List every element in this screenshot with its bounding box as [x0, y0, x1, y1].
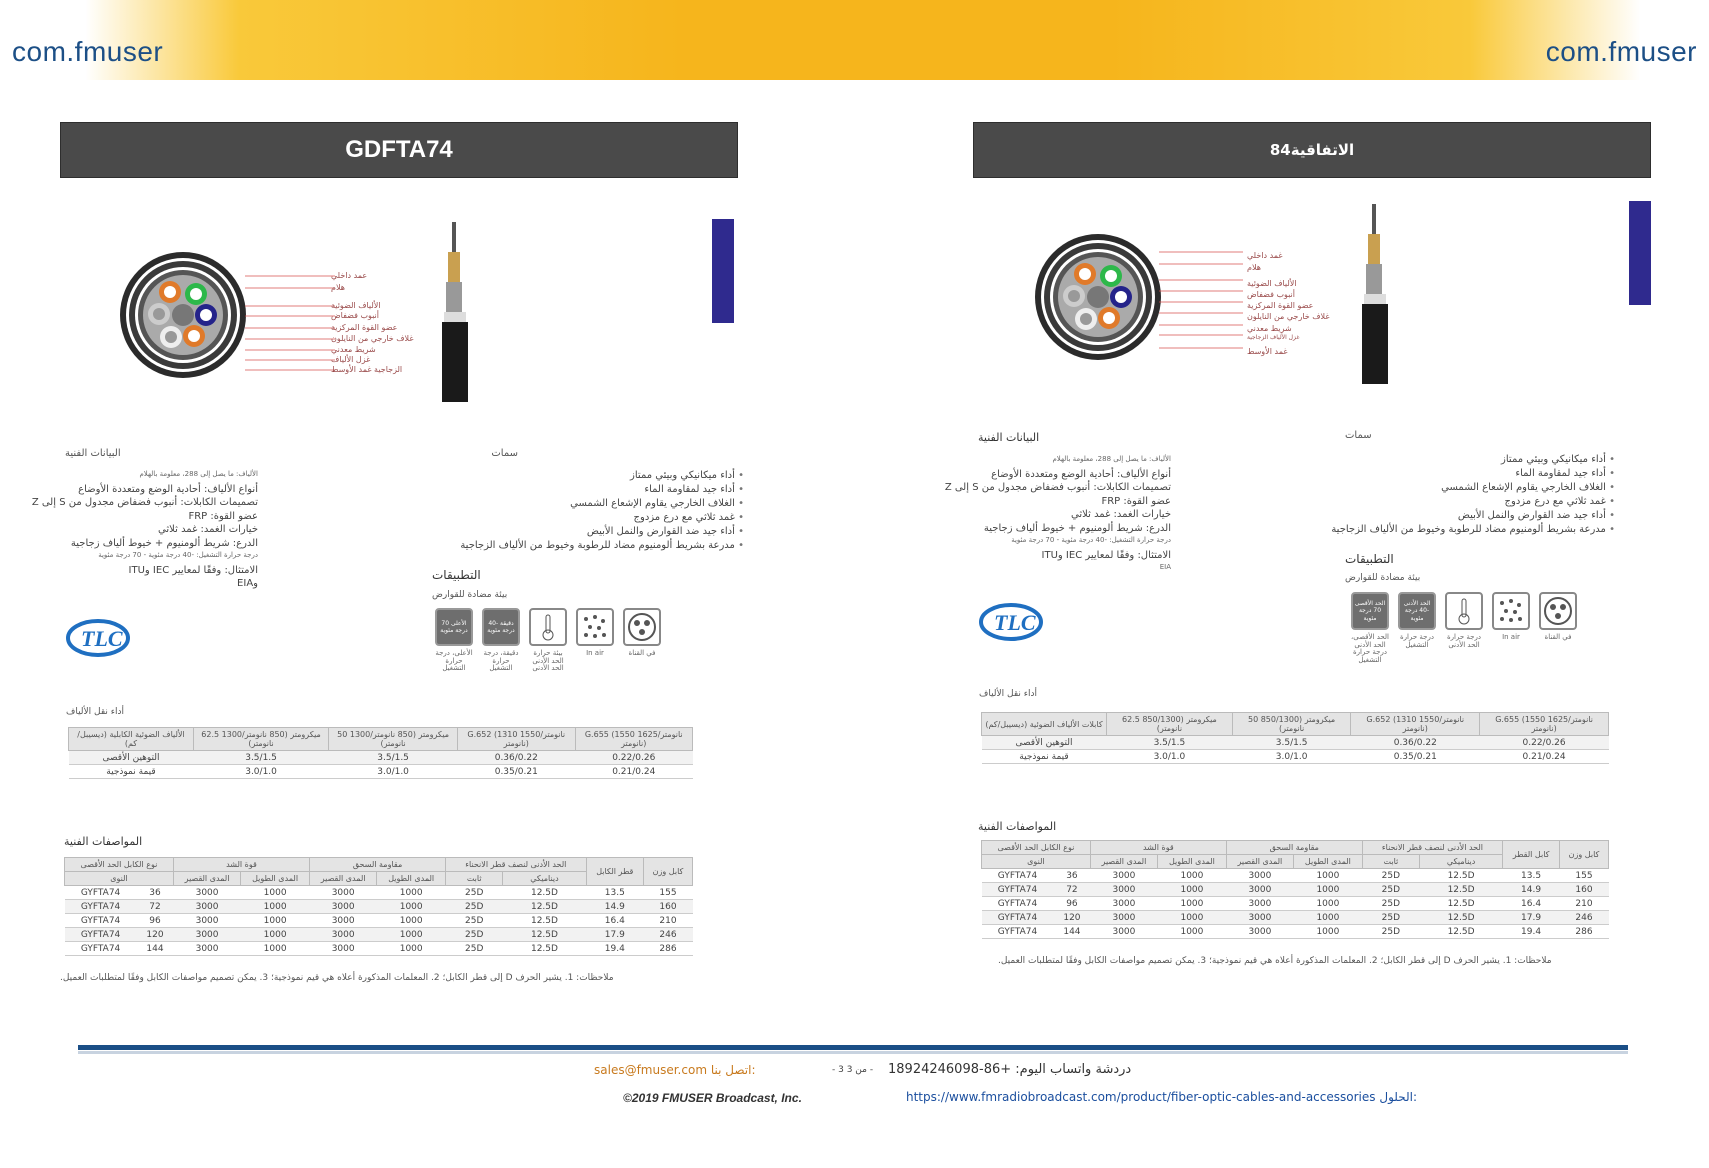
- email-link[interactable]: sales@fmuser.com: [594, 1063, 708, 1077]
- footer-contact: [594, 1063, 756, 1077]
- table-header: المدى الطويل: [241, 872, 310, 886]
- table-header: 62.5 ميكرومتر (850 نانومتر/1300 نانومتر): [194, 728, 329, 751]
- table-cell: 1000: [241, 886, 310, 900]
- table-cell: 1000: [241, 942, 310, 956]
- table-cell: 0.36/0.22: [458, 751, 575, 765]
- icon-label: In air: [1502, 633, 1520, 641]
- table-header: ديناميكي: [503, 872, 586, 886]
- feature-item: • أداء جيد لمقاومة الماء: [1345, 468, 1615, 482]
- table-cell: 0.35/0.21: [1351, 750, 1480, 764]
- table-cell: 14.9: [586, 900, 643, 914]
- table-header: G.655 (1550 نانومتر/1625 نانومتر): [1480, 713, 1609, 736]
- table-cell: GYFTA74: [65, 928, 137, 942]
- table-cell: 3.0/1.0: [1107, 750, 1233, 764]
- table-row: [982, 869, 1609, 883]
- table-cell: 19.4: [586, 942, 643, 956]
- features-heading: سمات: [491, 448, 518, 459]
- table-header: G.655 (1550 نانومتر/1625 نانومتر): [575, 728, 692, 751]
- features-heading: سمات: [1345, 430, 1372, 441]
- tech-item: EIA: [1159, 563, 1171, 571]
- table-cell: 0.36/0.22: [1351, 736, 1480, 750]
- callout: عضو القوة المركزية: [1247, 301, 1314, 310]
- table-cell: 1000: [1294, 869, 1363, 883]
- table-cell: 12.5D: [1419, 869, 1502, 883]
- table-cell: 12.5D: [503, 900, 586, 914]
- table-row: [982, 750, 1609, 764]
- table-cell: 120: [137, 928, 174, 942]
- tech-data-list: [31, 470, 258, 592]
- table-cell: 25D: [1362, 925, 1419, 939]
- callout: غلاف خارجي من النايلون: [331, 334, 414, 343]
- table-cell: 1000: [377, 886, 446, 900]
- table-cell: 12.5D: [1419, 925, 1502, 939]
- spec-table-body: [982, 869, 1609, 939]
- icon-label: الأعلى، درجة حرارة التشغيل: [435, 649, 473, 673]
- feature-item: • مدرعة بشريط ألومنيوم مضاد للرطوبة وخيوط من الألياف الزجاجية: [1345, 524, 1615, 538]
- applications-heading: التطبيقات: [432, 568, 481, 582]
- callout: عمد داخلي: [331, 271, 368, 280]
- table-cell: 1000: [1294, 911, 1363, 925]
- table-cell: 3.0/1.0: [329, 765, 458, 779]
- tech-item: الدرع: شريط ألومنيوم + خيوط ألياف زجاجية: [70, 537, 258, 549]
- callout: غمد داخلي: [1247, 251, 1283, 260]
- tlc-logo-icon: [979, 602, 1043, 642]
- table-row: [65, 928, 693, 942]
- table-cell: 0.22/0.26: [1480, 736, 1609, 750]
- table-cell: 36: [1054, 869, 1091, 883]
- table-header: نوع الكابل الحد الأقصى: [65, 858, 174, 872]
- table-row: [982, 736, 1609, 750]
- table-cell: 25D: [446, 900, 503, 914]
- table-cell: 3000: [1226, 925, 1293, 939]
- table-cell: 286: [643, 942, 692, 956]
- feature-item: • أداء جيد لمقاومة الماء: [454, 484, 744, 498]
- table-cell: 3000: [1090, 925, 1157, 939]
- table-cell: 12.5D: [503, 942, 586, 956]
- table-cell: 160: [1559, 883, 1608, 897]
- table-cell: 246: [643, 928, 692, 942]
- applications-subheading: بيئة مضادة للقوارض: [432, 590, 508, 600]
- spec-table-body: [65, 886, 693, 956]
- table-header: النوى: [65, 872, 174, 886]
- brand-right[interactable]: com.fmuser: [1545, 36, 1697, 67]
- table-cell: 3000: [310, 900, 377, 914]
- min-temp-icon: دقيقة -40 درجة مئوية: [482, 608, 520, 646]
- table-header: المدى القصير: [173, 872, 240, 886]
- table-header: قوة الشد: [1090, 841, 1226, 855]
- tech-item: خيارات الغمد: غمد ثلاثي: [158, 524, 258, 535]
- table-cell: 3000: [1090, 883, 1157, 897]
- table-cell: 3.0/1.0: [1232, 750, 1351, 764]
- table-header: قطر الكابل: [586, 858, 643, 886]
- table-header: 50 ميكرومتر (850/1300 نانومتر): [1232, 713, 1351, 736]
- table-cell: 3000: [173, 886, 240, 900]
- tech-data-heading: البيانات الفنية: [65, 448, 121, 459]
- product-title-bar: [973, 122, 1651, 178]
- table-cell: 155: [643, 886, 692, 900]
- solutions-label: الحلول:: [1379, 1090, 1418, 1104]
- min-temp-icon: الحد الأدنى -40 درجة مئوية: [1398, 592, 1436, 630]
- product-title-bar: [60, 122, 738, 178]
- applications-subheading: بيئة مضادة للقوارض: [1345, 573, 1421, 583]
- table-cell: 3000: [173, 942, 240, 956]
- features-list: [454, 470, 744, 554]
- table-header: المدى القصير: [310, 872, 377, 886]
- table-row: [982, 883, 1609, 897]
- max-temp-icon: الحد الأقصى 70 درجة مئوية: [1351, 592, 1389, 630]
- table-cell: التوهين الأقصى: [982, 736, 1107, 750]
- table-cell: 25D: [446, 914, 503, 928]
- table-cell: 25D: [446, 886, 503, 900]
- table-cell: 25D: [446, 942, 503, 956]
- application-icon-labels: [435, 650, 661, 673]
- tech-data-list: [944, 455, 1171, 577]
- applications-heading: التطبيقات: [1345, 552, 1394, 566]
- table-row: [65, 886, 693, 900]
- callout: الزجاجية غمد الأوسط: [331, 365, 403, 374]
- tech-item: عضو القوة: FRP: [1101, 495, 1171, 507]
- transmission-heading: أداء نقل الألياف: [979, 689, 1037, 699]
- transmission-table: [981, 712, 1609, 764]
- table-cell: 1000: [1158, 925, 1227, 939]
- table-cell: 14.9: [1503, 883, 1560, 897]
- table-cell: 13.5: [586, 886, 643, 900]
- table-cell: 3000: [1090, 897, 1157, 911]
- table-header: كابلات الألياف الضوئية (ديسيبل/كم): [982, 713, 1107, 736]
- table-cell: 1000: [1294, 897, 1363, 911]
- table-row: [982, 925, 1609, 939]
- logo-text: TLC: [994, 610, 1036, 635]
- icon-label: درجة حرارة التشغيل: [1400, 633, 1434, 649]
- page-number: - 3 من 3 -: [832, 1065, 874, 1075]
- table-cell: قيمة نموذجية: [69, 765, 194, 779]
- transmission-heading: أداء نقل الألياف: [66, 707, 124, 717]
- icon-label: بيئة حرارة الحد الأدنى الحد الأدنى: [532, 649, 564, 673]
- table-header: المدى القصير: [1090, 855, 1157, 869]
- table-header: المدى الطويل: [1158, 855, 1227, 869]
- table-cell: 3000: [1090, 869, 1157, 883]
- table-cell: 12.5D: [503, 886, 586, 900]
- notes: ملاحظات: 1. يشير الحرف D إلى قطر الكابل؛ 2. المعلمات المذكورة أعلاه هي قيم نموذجية؛ 3. يمكن تصميم مواصفات الكابل وفقًا لمتطلبات العميل.: [60, 973, 614, 983]
- copyright: ©2019 FMUSER Broadcast, Inc.: [623, 1091, 802, 1105]
- icon-label: الحد الأقصى، الحد الأدنى درجة حرارة التشغيل: [1351, 633, 1389, 665]
- feature-item: • غمد ثلاثي مع درع مزدوج: [1345, 496, 1615, 510]
- table-cell: 1000: [1294, 925, 1363, 939]
- table-header: ثابت: [446, 872, 503, 886]
- table-cell: 1000: [377, 942, 446, 956]
- table-cell: 12.5D: [1419, 911, 1502, 925]
- callout-labels: [271, 271, 414, 382]
- table-row: [65, 942, 693, 956]
- table-cell: 1000: [1158, 869, 1227, 883]
- footer-divider-shadow: [78, 1051, 1628, 1054]
- feature-item: • الغلاف الخارجي يقاوم الإشعاع الشمسي: [454, 498, 744, 512]
- table-cell: 210: [1559, 897, 1608, 911]
- table-header: ديناميكي: [1419, 855, 1502, 869]
- table-header: مقاومة السحق: [1226, 841, 1362, 855]
- side-tab: [1629, 201, 1651, 305]
- callout: غلاف خارجي من النايلون: [1247, 312, 1330, 321]
- table-header: كابل وزن: [1559, 841, 1608, 869]
- table-cell: 3.0/1.0: [194, 765, 329, 779]
- duct-icon: [623, 608, 661, 646]
- icon-label: في القناة: [1544, 633, 1572, 641]
- tech-item: الدرع: شريط ألومنيوم + خيوط ألياف زجاجية: [983, 522, 1171, 534]
- feature-item: • أداء جيد ضد القوارض والنمل الأبيض: [1345, 510, 1615, 524]
- table-cell: 0.35/0.21: [458, 765, 575, 779]
- feature-item: • غمد ثلاثي مع درع مزدوج: [454, 512, 744, 526]
- in-air-icon: [576, 608, 614, 646]
- table-cell: 1000: [377, 914, 446, 928]
- table-cell: 1000: [377, 900, 446, 914]
- tlc-logo-icon: [66, 618, 130, 658]
- table-header: المدى القصير: [1226, 855, 1293, 869]
- tech-item: الألياف: ما يصل إلى 288، معلومة بالهلام: [139, 470, 258, 478]
- table-row: [69, 751, 693, 765]
- table-cell: 1000: [241, 928, 310, 942]
- table-cell: GYFTA74: [982, 911, 1054, 925]
- table-row: [982, 897, 1609, 911]
- table-cell: 286: [1559, 925, 1608, 939]
- table-cell: 246: [1559, 911, 1608, 925]
- table-header: 50 ميكرومتر (850 نانومتر/1300 نانومتر): [329, 728, 458, 751]
- table-cell: قيمة نموذجية: [982, 750, 1107, 764]
- icon-label: دقيقة، درجة حرارة التشغيل: [483, 649, 519, 673]
- table-cell: 1000: [1158, 911, 1227, 925]
- table-cell: 1000: [241, 914, 310, 928]
- duct-icon: [1539, 592, 1577, 630]
- table-header: النوى: [982, 855, 1091, 869]
- spec-heading: المواصفات الفنية: [64, 835, 143, 848]
- spec-table: [64, 857, 693, 956]
- table-header: قوة الشد: [173, 858, 309, 872]
- table-header: المدى الطويل: [377, 872, 446, 886]
- table-header: كابل القطر: [1503, 841, 1560, 869]
- table-cell: 3000: [173, 900, 240, 914]
- table-cell: 96: [1054, 897, 1091, 911]
- table-cell: 3000: [173, 914, 240, 928]
- solutions-link[interactable]: https://www.fmradiobroadcast.com/product/fiber-optic-cables-and-accessories: [906, 1090, 1376, 1104]
- table-cell: 25D: [446, 928, 503, 942]
- tech-item: درجة حرارة التشغيل: -40 درجة مئوية - 70 درجة مئوية: [98, 551, 258, 559]
- callout: غمد الأوسط: [1247, 347, 1288, 356]
- feature-item: • مدرعة بشريط ألومنيوم مضاد للرطوبة وخيوط من الألياف الزجاجية: [454, 540, 744, 554]
- table-cell: 3.5/1.5: [1232, 736, 1351, 750]
- features-list: [1331, 454, 1615, 538]
- table-cell: 17.9: [1503, 911, 1560, 925]
- header-banner: [0, 0, 1709, 80]
- table-cell: 3000: [1226, 897, 1293, 911]
- table-header: مقاومة السحق: [310, 858, 446, 872]
- table-cell: 72: [1054, 883, 1091, 897]
- tech-item: أنواع الألياف: أحادية الوضع ومتعددة الأوضاع: [78, 483, 258, 495]
- table-cell: 3000: [1226, 883, 1293, 897]
- notes: ملاحظات: 1. يشير الحرف D إلى قطر الكابل؛ 2. المعلمات المذكورة أعلاه هي قيم نموذجية؛ 3. يمكن تصميم مواصفات الكابل وفقًا لمتطلبات العميل.: [998, 956, 1552, 966]
- table-cell: 12.5D: [1419, 883, 1502, 897]
- cable-photo-icon: [1358, 204, 1398, 384]
- footer-solutions: [906, 1090, 1417, 1104]
- table-cell: 1000: [1158, 897, 1227, 911]
- table-cell: GYFTA74: [65, 914, 137, 928]
- table-cell: 16.4: [1503, 897, 1560, 911]
- table-header: الألياف الضوئية الكابلية (ديسيبل/كم): [69, 728, 194, 751]
- cable-photo-icon: [438, 222, 478, 402]
- feature-item: • أداء ميكانيكي وبيئي ممتاز: [1345, 454, 1615, 468]
- table-header: نوع الكابل الحد الأقصى: [982, 841, 1091, 855]
- table-cell: 3000: [310, 914, 377, 928]
- callout: هلام: [331, 283, 345, 292]
- product-panel-right: [944, 122, 1651, 966]
- in-air-icon: [1492, 592, 1530, 630]
- footer-divider: [78, 1045, 1628, 1050]
- table-cell: 3000: [310, 928, 377, 942]
- transmission-table: [68, 727, 693, 779]
- application-icons: [435, 608, 661, 646]
- table-cell: 16.4: [586, 914, 643, 928]
- logo-text: TLC: [81, 626, 123, 651]
- feature-item: • الغلاف الخارجي يقاوم الإشعاع الشمسي: [1345, 482, 1615, 496]
- whatsapp-chat[interactable]: دردشة واتساب اليوم: +86-18924246098: [888, 1062, 1132, 1077]
- table-cell: 25D: [1362, 869, 1419, 883]
- table-cell: 0.22/0.26: [575, 751, 692, 765]
- icon-label: In air: [586, 649, 604, 657]
- spec-heading: المواصفات الفنية: [978, 820, 1057, 833]
- tech-data-heading: البيانات الفنية: [978, 431, 1040, 444]
- table-cell: 3.5/1.5: [194, 751, 329, 765]
- table-header: الحد الأدنى لنصف قطر الانحناء: [1362, 841, 1502, 855]
- table-cell: 120: [1054, 911, 1091, 925]
- tech-item: تصميمات الكابلات: أنبوب فضفاض مجدول من S إلى Z: [944, 482, 1171, 493]
- table-cell: 12.5D: [503, 914, 586, 928]
- email-label: اتصل بنا:: [710, 1063, 756, 1077]
- tech-item: تصميمات الكابلات: أنبوب فضفاض مجدول من S إلى Z: [31, 497, 258, 508]
- tech-item: خيارات الغمد: غمد ثلاثي: [1071, 509, 1171, 520]
- table-cell: التوهين الأقصى: [69, 751, 194, 765]
- application-icons: [1351, 592, 1577, 630]
- tech-item: وEIA: [237, 578, 258, 589]
- table-cell: GYFTA74: [982, 925, 1054, 939]
- table-cell: 144: [1054, 925, 1091, 939]
- icon-label: درجة حرارة الحد الأدنى: [1447, 633, 1481, 649]
- table-cell: 36: [137, 886, 174, 900]
- table-header: المدى الطويل: [1294, 855, 1363, 869]
- table-header: كابل وزن: [643, 858, 692, 886]
- callout: شريط معدني: [331, 345, 376, 354]
- table-cell: 1000: [241, 900, 310, 914]
- table-cell: 3000: [310, 886, 377, 900]
- table-cell: 12.5D: [503, 928, 586, 942]
- table-cell: 0.21/0.24: [1480, 750, 1609, 764]
- icon-label: في القناة: [628, 649, 656, 657]
- table-row: [982, 911, 1609, 925]
- callout: شريط معدني: [1247, 324, 1292, 333]
- cable-cross-section-icon: [1033, 232, 1163, 362]
- table-cell: 144: [137, 942, 174, 956]
- table-cell: 3000: [173, 928, 240, 942]
- table-cell: GYFTA74: [982, 897, 1054, 911]
- product-panel-left: [31, 122, 738, 983]
- brand-left[interactable]: com.fmuser: [12, 36, 164, 67]
- table-cell: 17.9: [586, 928, 643, 942]
- feature-item: • أداء جيد ضد القوارض والنمل الأبيض: [454, 526, 744, 540]
- callout: عضو القوة المركزية: [331, 323, 398, 332]
- callout: أنبوب فضفاض: [331, 311, 379, 320]
- tech-item: الامتثال: وفقًا لمعايير IEC وITU: [1041, 549, 1171, 561]
- tech-item: أنواع الألياف: أحادية الوضع ومتعددة الأوضاع: [991, 468, 1171, 480]
- table-header: الحد الأدنى لنصف قطر الانحناء: [446, 858, 587, 872]
- table-cell: 3000: [310, 942, 377, 956]
- table-cell: GYFTA74: [982, 869, 1054, 883]
- table-header: 62.5 ميكرومتر (850/1300 نانومتر): [1107, 713, 1233, 736]
- table-cell: 0.21/0.24: [575, 765, 692, 779]
- thermometer-icon: [529, 608, 567, 646]
- table-header: ثابت: [1362, 855, 1419, 869]
- table-cell: 3000: [1226, 869, 1293, 883]
- thermometer-icon: [1445, 592, 1483, 630]
- table-cell: GYFTA74: [982, 883, 1054, 897]
- table-cell: 3000: [1090, 911, 1157, 925]
- spec-table: [981, 840, 1609, 939]
- callout-labels: [1185, 251, 1330, 362]
- table-cell: 19.4: [1503, 925, 1560, 939]
- table-cell: 3000: [1226, 911, 1293, 925]
- side-tab: [712, 219, 734, 323]
- callout: غزل الألياف: [331, 355, 371, 364]
- tech-item: عضو القوة: FRP: [188, 510, 258, 522]
- table-row: [69, 765, 693, 779]
- table-cell: 96: [137, 914, 174, 928]
- callout: الألياف الضوئية: [1247, 279, 1297, 288]
- table-cell: 160: [643, 900, 692, 914]
- table-header: G.652 (1310 نانومتر/1550 نانومتر): [458, 728, 575, 751]
- tech-item: درجة حرارة التشغيل: -40 درجة مئوية - 70 درجة مئوية: [1011, 536, 1171, 544]
- table-cell: 72: [137, 900, 174, 914]
- feature-item: • أداء ميكانيكي وبيئي ممتاز: [454, 470, 744, 484]
- table-cell: 155: [1559, 869, 1608, 883]
- callout: هلام: [1247, 263, 1261, 272]
- table-cell: GYFTA74: [65, 900, 137, 914]
- callout: غزل الألياف الزجاجية: [1247, 334, 1300, 341]
- callout: أنبوب فضفاض: [1247, 290, 1295, 299]
- table-cell: 25D: [1362, 897, 1419, 911]
- callout: الألياف الضوئية: [331, 301, 381, 310]
- tech-item: الألياف: ما يصل إلى 288، معلومة بالهلام: [1052, 455, 1171, 463]
- table-cell: 12.5D: [1419, 897, 1502, 911]
- product-title: الاتفاقية84: [1269, 141, 1355, 159]
- table-cell: 1000: [1158, 883, 1227, 897]
- table-cell: 13.5: [1503, 869, 1560, 883]
- application-icon-labels: [1351, 634, 1577, 665]
- table-cell: 210: [643, 914, 692, 928]
- table-cell: 3.5/1.5: [329, 751, 458, 765]
- table-cell: 25D: [1362, 911, 1419, 925]
- table-header: G.652 (1310 نانومتر/1550 نانومتر): [1351, 713, 1480, 736]
- max-temp-icon: الأعلى 70 درجة مئوية: [435, 608, 473, 646]
- table-cell: GYFTA74: [65, 886, 137, 900]
- table-row: [65, 900, 693, 914]
- table-row: [65, 914, 693, 928]
- product-title: GDFTA74: [345, 136, 453, 163]
- table-cell: 25D: [1362, 883, 1419, 897]
- cable-cross-section-icon: [118, 250, 248, 380]
- tech-item: الامتثال: وفقًا لمعايير IEC وITU: [128, 564, 258, 576]
- table-cell: 1000: [1294, 883, 1363, 897]
- table-cell: 3.5/1.5: [1107, 736, 1233, 750]
- table-cell: 1000: [377, 928, 446, 942]
- table-cell: GYFTA74: [65, 942, 137, 956]
